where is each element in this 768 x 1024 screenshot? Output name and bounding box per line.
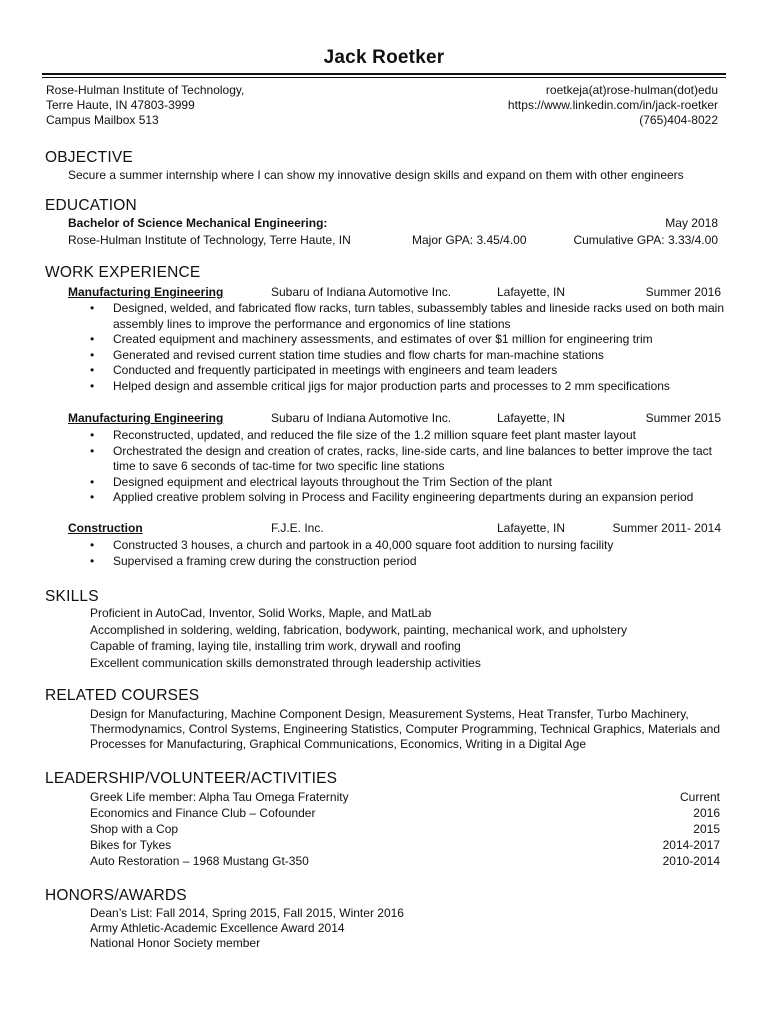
honors-list [90, 906, 404, 951]
skill-item: Capable of framing, laying tile, installing trim work, drywall and roofing [90, 639, 461, 653]
honor-item: Army Athletic-Academic Excellence Award 2014 [90, 921, 345, 935]
bullet-item: • Applied creative problem solving in Process and Facility engineering departments during an expansion period [90, 490, 726, 506]
major-gpa: Major GPA: 3.45/4.00 [412, 233, 527, 247]
honor-item: National Honor Society member [90, 936, 261, 950]
job-role: Construction [68, 521, 143, 535]
objective-text: Secure a summer internship where I can show my innovative design skills and expand on them with other engineers [68, 168, 684, 182]
activity-desc: Auto Restoration – 1968 Mustang Gt-350 [90, 854, 309, 868]
activity-desc: Greek Life member: Alpha Tau Omega Fraternity [90, 790, 349, 804]
activity-year: 2016 [693, 806, 720, 820]
job-role: Manufacturing Engineering [68, 285, 224, 299]
job-date: Summer 2011- 2014 [612, 521, 721, 535]
job-company: Subaru of Indiana Automotive Inc. [271, 285, 452, 299]
activity-desc: Shop with a Cop [90, 822, 179, 836]
objective-heading: OBJECTIVE [45, 149, 133, 166]
school-name: Rose-Hulman Institute of Technology, Terre Haute, IN [68, 233, 351, 247]
job-location: Lafayette, IN [497, 411, 566, 425]
address-line: Rose-Hulman Institute of Technology, [46, 83, 245, 97]
activity-row [90, 838, 720, 854]
courses-heading: RELATED COURSES [45, 687, 200, 704]
bullet-item: • Helped design and assemble critical jigs for major production parts and processes to 2 mm specifications [90, 379, 726, 395]
job-date: Summer 2015 [645, 411, 721, 425]
skill-item: Accomplished in soldering, welding, fabrication, bodywork, painting, mechanical work, and upholstery [90, 622, 627, 637]
skills-list [90, 605, 627, 671]
activity-row [90, 790, 720, 806]
activity-year: 2010-2014 [662, 854, 720, 868]
job-bullets [90, 538, 726, 569]
bullet-item: • Designed equipment and electrical layouts throughout the Trim Section of the plant [90, 475, 726, 491]
header-rule-thin [42, 77, 726, 78]
leadership-heading: LEADERSHIP/VOLUNTEER/ACTIVITIES [45, 770, 338, 787]
skill-item: Proficient in AutoCad, Inventor, Solid Works, Maple, and MatLab [90, 606, 432, 620]
bullet-item: • Generated and revised current station time studies and flow charts for man-machine stations [90, 348, 726, 364]
activity-year: 2014-2017 [662, 838, 720, 852]
job-location: Lafayette, IN [497, 285, 566, 299]
email-text: roetkeja(at)rose-hulman(dot)edu [545, 83, 718, 97]
activity-desc: Economics and Finance Club – Cofounder [90, 806, 316, 820]
activity-row [90, 822, 720, 838]
graduation-date: May 2018 [665, 216, 718, 230]
linkedin-link[interactable]: https://www.linkedin.com/in/jack-roetker [507, 98, 718, 112]
address-line: Terre Haute, IN 47803-3999 [46, 98, 195, 112]
address-block [46, 83, 244, 128]
job-role: Manufacturing Engineering [68, 411, 224, 425]
activity-desc: Bikes for Tykes [90, 838, 172, 852]
header-rule-thick [42, 73, 726, 75]
activity-year: 2015 [693, 822, 720, 836]
activity-row [90, 854, 720, 870]
activity-row [90, 806, 720, 822]
education-heading: EDUCATION [45, 197, 137, 214]
resume-name: Jack Roetker [323, 47, 445, 68]
activity-year: Current [679, 790, 720, 804]
bullet-item: • Constructed 3 houses, a church and partook in a 40,000 square foot addition to nursing facility [90, 538, 726, 554]
job-bullets [90, 428, 726, 506]
degree-title: Bachelor of Science Mechanical Engineering: [68, 216, 328, 230]
job-location: Lafayette, IN [497, 521, 566, 535]
job-date: Summer 2016 [645, 285, 721, 299]
bullet-item: • Created equipment and machinery assessments, and estimates of over $1 million for engineering trim [90, 332, 726, 348]
bullet-item: • Reconstructed, updated, and reduced the file size of the 1.2 million square feet plant master layout [90, 428, 726, 444]
courses-text: Design for Manufacturing, Machine Component Design, Measurement Systems, Heat Transfer, Turbo Machinery, Thermodynamics, Control Systems, Engineering Statistics, Computer Programming, Technical Graphics, Materials and Processes for Manufacturing, Graphical Communications, Economics, Writing in a Digital Age [90, 707, 721, 751]
bullet-item: • Orchestrated the design and creation of crates, racks, line-side carts, and line balances to better improve the tact time to save 6 seconds of tac-time for two specific line stations [90, 444, 726, 475]
honor-item: Dean’s List: Fall 2014, Spring 2015, Fall 2015, Winter 2016 [90, 906, 404, 920]
address-line: Campus Mailbox 513 [46, 113, 159, 127]
contact-block [508, 83, 718, 128]
job-company: F.J.E. Inc. [271, 521, 324, 535]
work-experience-heading: WORK EXPERIENCE [45, 264, 201, 281]
cumulative-gpa: Cumulative GPA: 3.33/4.00 [573, 233, 718, 247]
job-bullets [90, 301, 726, 394]
bullet-item: • Supervised a framing crew during the construction period [90, 554, 726, 570]
bullet-item: • Designed, welded, and fabricated flow racks, turn tables, subassembly tables and lineside racks used on both main assembly lines to improve the performance and ergonomics of line stations [90, 301, 726, 332]
phone-text: (765)404-8022 [639, 113, 718, 127]
bullet-item: • Conducted and frequently participated in meetings with engineers and team leaders [90, 363, 726, 379]
honors-heading: HONORS/AWARDS [45, 887, 187, 904]
skills-heading: SKILLS [45, 588, 99, 605]
skill-item: Excellent communication skills demonstrated through leadership activities [90, 655, 481, 670]
job-company: Subaru of Indiana Automotive Inc. [271, 411, 452, 425]
